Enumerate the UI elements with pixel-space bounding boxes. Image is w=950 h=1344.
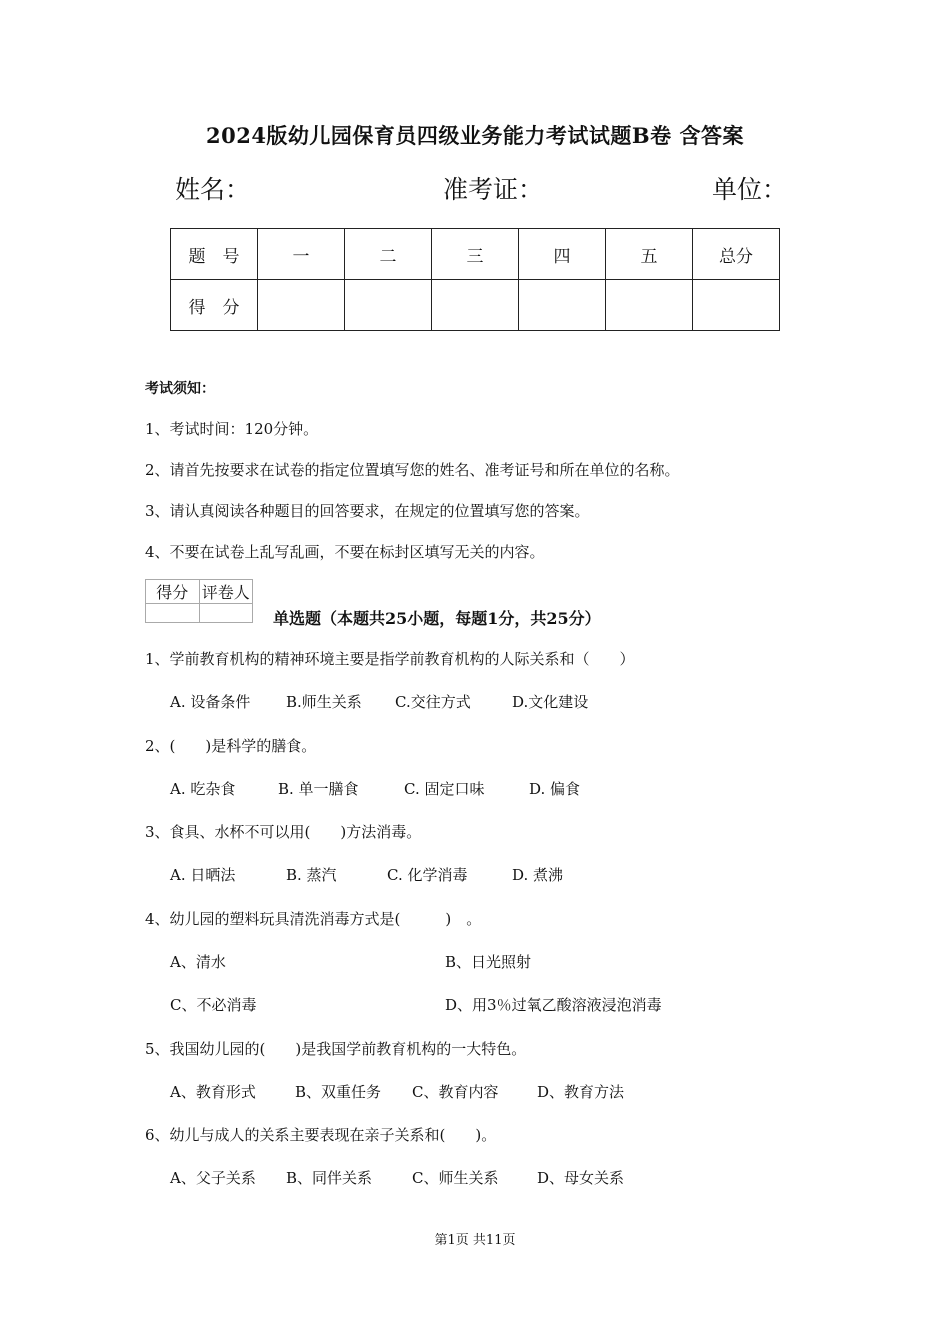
question-2-option-c: C. 固定口味 <box>404 780 485 798</box>
question-4-option-d: D、用3％过氧乙酸溶液浸泡消毒 <box>445 996 662 1014</box>
question-4-option-a: A、清水 <box>170 953 226 971</box>
document-title: 2024版幼儿园保育员四级业务能力考试试题B卷 含答案 <box>205 123 744 148</box>
score-row-label: 得 分 <box>171 280 258 331</box>
score-cell[interactable] <box>258 280 345 331</box>
grader-name-cell[interactable] <box>199 604 253 623</box>
question-3-option-d: D. 煮沸 <box>512 866 564 884</box>
note-item: 4、不要在试卷上乱写乱画，不要在标封区填写无关的内容。 <box>145 543 545 561</box>
name-field-label: 姓名： <box>175 175 251 204</box>
question-1-text: 1、学前教育机构的精神环境主要是指学前教育机构的人际关系和（ ） <box>145 650 635 668</box>
question-1-option-d: D.文化建设 <box>512 693 589 711</box>
score-table-header-cell: 五 <box>606 229 693 280</box>
question-1-option-a: A. 设备条件 <box>170 693 251 711</box>
question-6-option-a: A、父子关系 <box>170 1169 256 1187</box>
page-footer: 第1页 共11页 <box>434 1233 516 1248</box>
score-cell[interactable] <box>693 280 780 331</box>
exam-number-field-label: 准考证： <box>443 175 544 204</box>
score-table-header-cell: 一 <box>258 229 345 280</box>
question-6-option-d: D、母女关系 <box>537 1169 625 1187</box>
score-cell[interactable] <box>519 280 606 331</box>
score-table-header-cell: 题 号 <box>171 229 258 280</box>
question-5-option-b: B、双重任务 <box>295 1083 382 1101</box>
notes-heading: 考试须知： <box>145 381 215 397</box>
score-cell[interactable] <box>606 280 693 331</box>
section-heading: 单选题（本题共25小题，每题1分，共25分） <box>273 609 601 628</box>
question-5-option-c: C、教育内容 <box>412 1083 499 1101</box>
question-6-option-b: B、同伴关系 <box>286 1169 373 1187</box>
score-table <box>170 228 780 331</box>
question-3-option-b: B. 蒸汽 <box>286 866 337 884</box>
score-table-score-row <box>171 280 780 331</box>
score-table-header-cell: 二 <box>345 229 432 280</box>
question-6-option-c: C、师生关系 <box>412 1169 499 1187</box>
question-4-option-b: B、日光照射 <box>445 953 532 971</box>
question-3-option-c: C. 化学消毒 <box>387 866 468 884</box>
grader-score-cell[interactable] <box>146 604 200 623</box>
question-1-option-c: C.交往方式 <box>395 693 471 711</box>
score-table-header-cell: 三 <box>432 229 519 280</box>
question-1-option-b: B.师生关系 <box>286 693 362 711</box>
question-4-text: 4、幼儿园的塑料玩具清洗消毒方式是( ) 。 <box>145 910 482 928</box>
question-6-text: 6、幼儿与成人的关系主要表现在亲子关系和( )。 <box>145 1126 497 1144</box>
score-table-header-cell: 总分 <box>693 229 780 280</box>
score-table-header-row <box>171 229 780 280</box>
score-cell[interactable] <box>432 280 519 331</box>
note-item: 1、考试时间：120分钟。 <box>145 420 319 438</box>
question-2-option-b: B. 单一膳食 <box>278 780 359 798</box>
question-5-option-a: A、教育形式 <box>170 1083 256 1101</box>
question-5-text: 5、我国幼儿园的( )是我国学前教育机构的一大特色。 <box>145 1040 527 1058</box>
question-5-option-d: D、教育方法 <box>537 1083 625 1101</box>
question-3-option-a: A. 日晒法 <box>170 866 236 884</box>
score-cell[interactable] <box>345 280 432 331</box>
question-2-text: 2、( )是科学的膳食。 <box>145 737 317 755</box>
unit-field-label: 单位： <box>712 175 788 204</box>
question-4-option-c: C、不必消毒 <box>170 996 257 1014</box>
question-2-option-a: A. 吃杂食 <box>170 780 236 798</box>
question-2-option-d: D. 偏食 <box>529 780 581 798</box>
note-item: 2、请首先按要求在试卷的指定位置填写您的姓名、准考证号和所在单位的名称。 <box>145 461 680 479</box>
grader-box <box>145 579 253 623</box>
grader-name-label: 评卷人 <box>199 580 253 604</box>
grader-score-label: 得分 <box>146 580 200 604</box>
note-item: 3、请认真阅读各种题目的回答要求，在规定的位置填写您的答案。 <box>145 502 590 520</box>
score-table-header-cell: 四 <box>519 229 606 280</box>
question-3-text: 3、食具、水杯不可以用( )方法消毒。 <box>145 823 422 841</box>
